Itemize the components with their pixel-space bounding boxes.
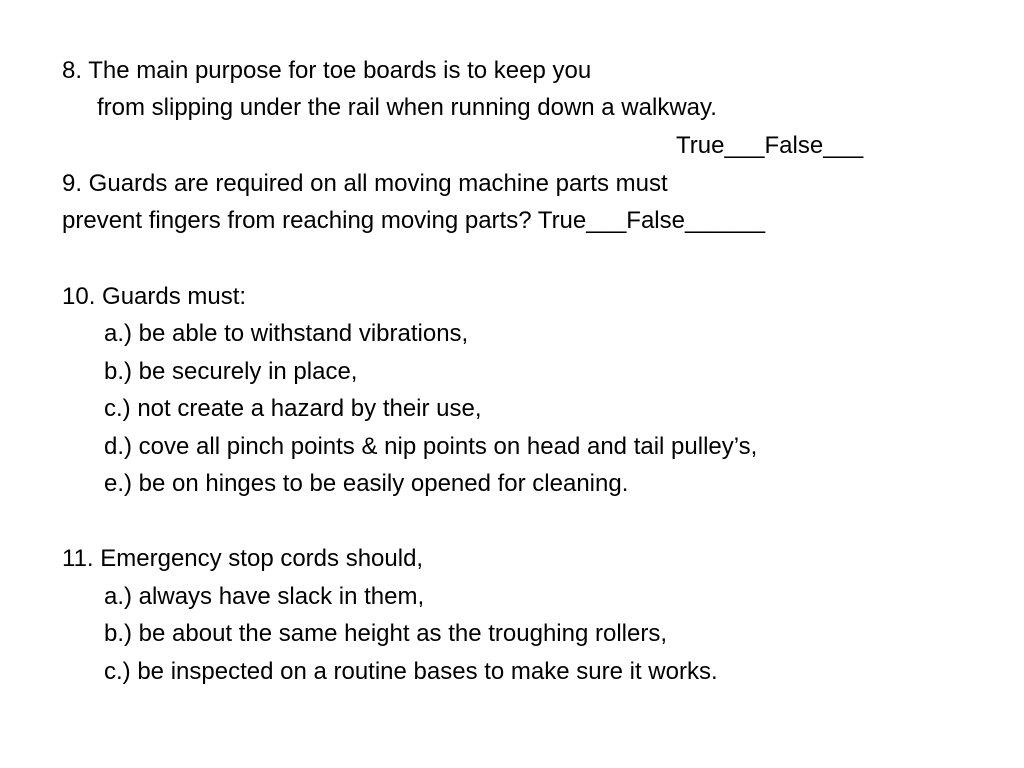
question-8-line-2: from slipping under the rail when running down a walkway. xyxy=(97,94,717,121)
question-10-option-e: e.) be on hinges to be easily opened for cleaning. xyxy=(104,470,629,497)
question-8-line-1: 8. The main purpose for toe boards is to keep you xyxy=(62,57,592,84)
question-9-line-2: prevent fingers from reaching moving parts? True___False______ xyxy=(62,207,766,234)
question-10-option-b: b.) be securely in place, xyxy=(104,358,358,385)
question-8-answer-blanks: True___False___ xyxy=(676,132,864,159)
question-11-option-c: c.) be inspected on a routine bases to make sure it works. xyxy=(104,658,718,685)
question-11-option-b: b.) be about the same height as the troughing rollers, xyxy=(104,620,668,647)
question-10-option-a: a.) be able to withstand vibrations, xyxy=(104,320,469,347)
question-10-option-c: c.) not create a hazard by their use, xyxy=(104,395,482,422)
question-10-option-d: d.) cove all pinch points & nip points on head and tail pulley’s, xyxy=(104,433,758,460)
question-10-stem: 10. Guards must: xyxy=(62,283,247,310)
question-11-option-a: a.) always have slack in them, xyxy=(104,583,425,610)
question-9-line-1: 9. Guards are required on all moving machine parts must xyxy=(62,170,668,197)
question-11-stem: 11. Emergency stop cords should, xyxy=(62,545,424,572)
